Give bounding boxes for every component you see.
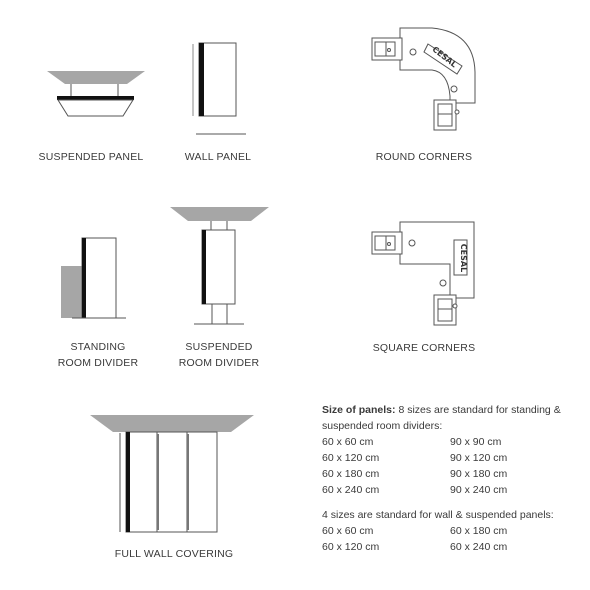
wall-sizes-intro: 4 sizes are standard for wall & suspended panels: bbox=[322, 509, 554, 521]
round-corner-logo: CESAL bbox=[430, 44, 459, 70]
divider-size-row bbox=[322, 482, 582, 498]
standing-room-divider-caption: STANDING ROOM DIVIDER bbox=[57, 341, 139, 369]
suspended-panel-drawing bbox=[47, 71, 145, 116]
divider-size: 60 x 240 cm bbox=[322, 484, 380, 496]
sizes-intro-text: 8 sizes are standard for standing & bbox=[398, 404, 561, 416]
divider-size: 90 x 180 cm bbox=[450, 468, 508, 480]
suspended-panel-caption: SUSPENDED PANEL bbox=[38, 151, 144, 163]
suspended-room-divider-drawing bbox=[170, 207, 269, 324]
divider-size: 90 x 90 cm bbox=[450, 436, 502, 448]
divider-size: 90 x 240 cm bbox=[450, 484, 508, 496]
round-corners-caption: ROUND CORNERS bbox=[375, 151, 473, 163]
divider-size-row bbox=[322, 450, 582, 466]
sizes-heading: Size of panels: bbox=[322, 404, 396, 416]
divider-size-row bbox=[322, 466, 582, 482]
divider-size: 60 x 60 cm bbox=[322, 436, 374, 448]
square-corners-caption: SQUARE CORNERS bbox=[372, 342, 476, 354]
sizes-intro bbox=[322, 402, 582, 418]
suspended-room-divider-caption: SUSPENDED ROOM DIVIDER bbox=[178, 341, 260, 369]
square-corner-drawing bbox=[372, 222, 474, 325]
round-corner-drawing bbox=[372, 28, 475, 130]
divider-size: 60 x 120 cm bbox=[322, 452, 380, 464]
full-wall-covering-drawing bbox=[90, 415, 254, 532]
square-corner-logo: CESAL bbox=[459, 243, 468, 273]
divider-size-row bbox=[322, 434, 582, 450]
panel-sizes bbox=[322, 402, 582, 555]
full-wall-covering-caption: FULL WALL COVERING bbox=[114, 548, 234, 560]
sizes-intro-line2: suspended room dividers: bbox=[322, 420, 443, 432]
standing-room-divider-drawing bbox=[61, 238, 126, 318]
wall-size: 60 x 180 cm bbox=[450, 525, 508, 537]
divider-size: 90 x 120 cm bbox=[450, 452, 508, 464]
wall-size: 60 x 240 cm bbox=[450, 541, 508, 553]
wall-size-row bbox=[322, 523, 582, 539]
wall-panel-drawing bbox=[193, 43, 246, 134]
wall-size-row bbox=[322, 539, 582, 555]
wall-size: 60 x 60 cm bbox=[322, 525, 374, 537]
wall-size: 60 x 120 cm bbox=[322, 541, 380, 553]
divider-size: 60 x 180 cm bbox=[322, 468, 380, 480]
wall-panel-caption: WALL PANEL bbox=[184, 151, 252, 163]
